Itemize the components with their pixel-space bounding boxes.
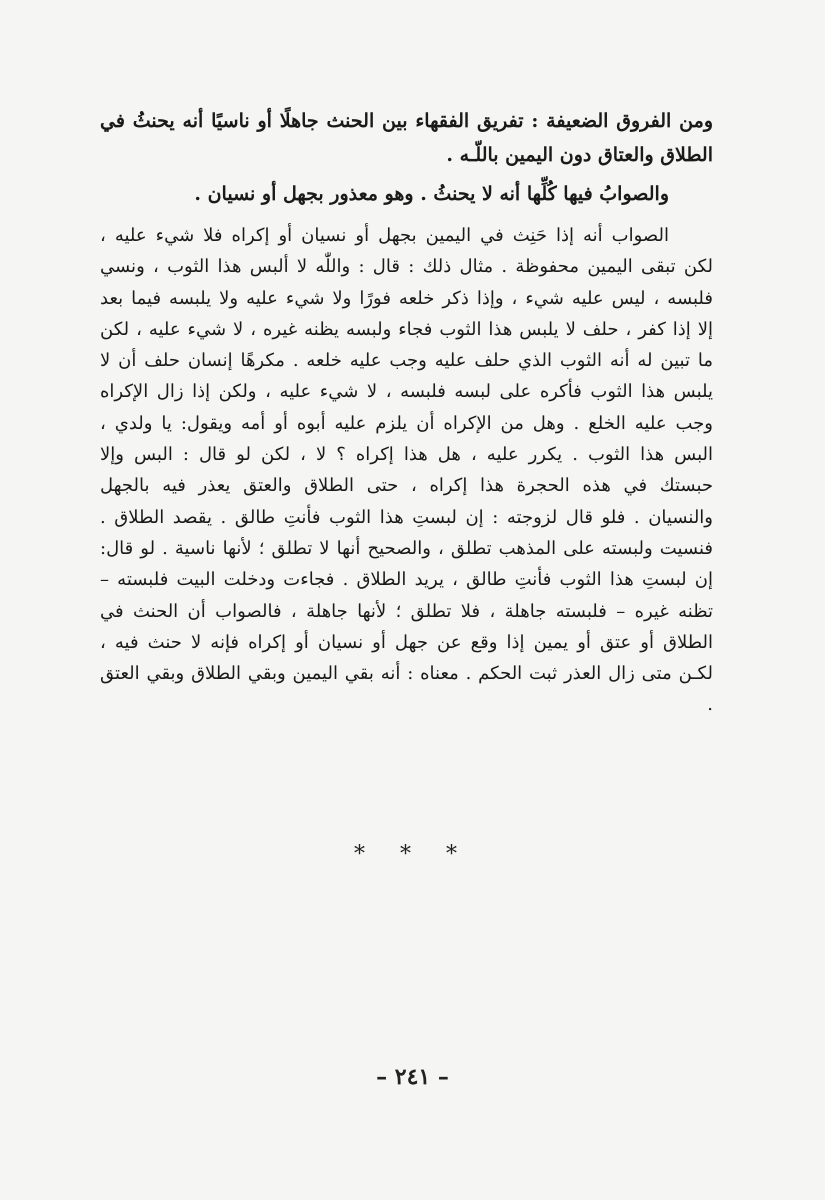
heading-paragraph-2: والصوابُ فيها كُلِّها أنه لا يحنثُ . وهو معذور بجهل أو نسيان . bbox=[194, 183, 669, 205]
page-number: – ٢٤١ – bbox=[376, 1064, 449, 1090]
page-content bbox=[100, 104, 713, 721]
heading-paragraph-1: ومن الفروق الضعيفة : تفريق الفقهاء بين الحنث جاهلًا أو ناسيًا أنه يحنثُ في الطلاق والعتاق دون اليمين باللّـه . bbox=[100, 110, 713, 166]
section-separator: * * * bbox=[354, 842, 471, 867]
body-paragraph: الصواب أنه إذا حَنِث في اليمين بجهل أو نسيان أو إكراه فلا شيء عليه ، لكن تبقى اليمين محفوظة . مثال ذلك : قال : واللّٰه لا ألبس هذا الثوب ، ونسي فلبسه ، ليس عليه شيء ، وإذا ذكر خلعه فورًا ولا شيء عليه ولا يلبسه فيما بعد إلا إذا كفر ، حلف لا يلبس هذا الثوب فجاء ولبسه يظنه غيره ، لا شيء عليه ، لكن ما تبين له أنه الثوب الذي حلف عليه وجب عليه خلعه . مكرهًا إنسان حلف أن لا يلبس هذا الثوب فأكره على لبسه فلبسه ، لا شيء عليه ، ولكن إذا زال الإكراه وجب عليه الخلع . وهل من الإكراه أن يلزم عليه أبوه أو أمه ويقول: يا ولدي ، البس هذا الثوب . يكرر عليه ، هل هذا إكراه ؟ لا ، لكن لو قال : البس وإلا حبستك في هذه الحجرة هذا إكراه ، حتى الطلاق والعتق يعذر فيه بالجهل والنسيان . فلو قال لزوجته : إن لبستِ هذا الثوب فأنتِ طالق . يقصد الطلاق . فنسيت ولبسته على المذهب تطلق ، والصحيح أنها لا تطلق ؛ لأنها ناسية . لو قال: إن لبستِ هذا الثوب فأنتِ طالق ، يريد الطلاق . فجاءت ودخلت البيت فلبسته – تظنه غيره – فلبسته جاهلة ، فلا تطلق ؛ لأنها جاهلة ، فالصواب أن الحنث في الطلاق أو عتق أو يمين إذا وقع عن جهل أو نسيان أو إكراه فإنه لا حنث فيه ، لكـن متى زال العذر ثبت الحكم . معناه : أنه بقي اليمين وبقي الطلاق وبقي العتق . bbox=[100, 225, 713, 716]
